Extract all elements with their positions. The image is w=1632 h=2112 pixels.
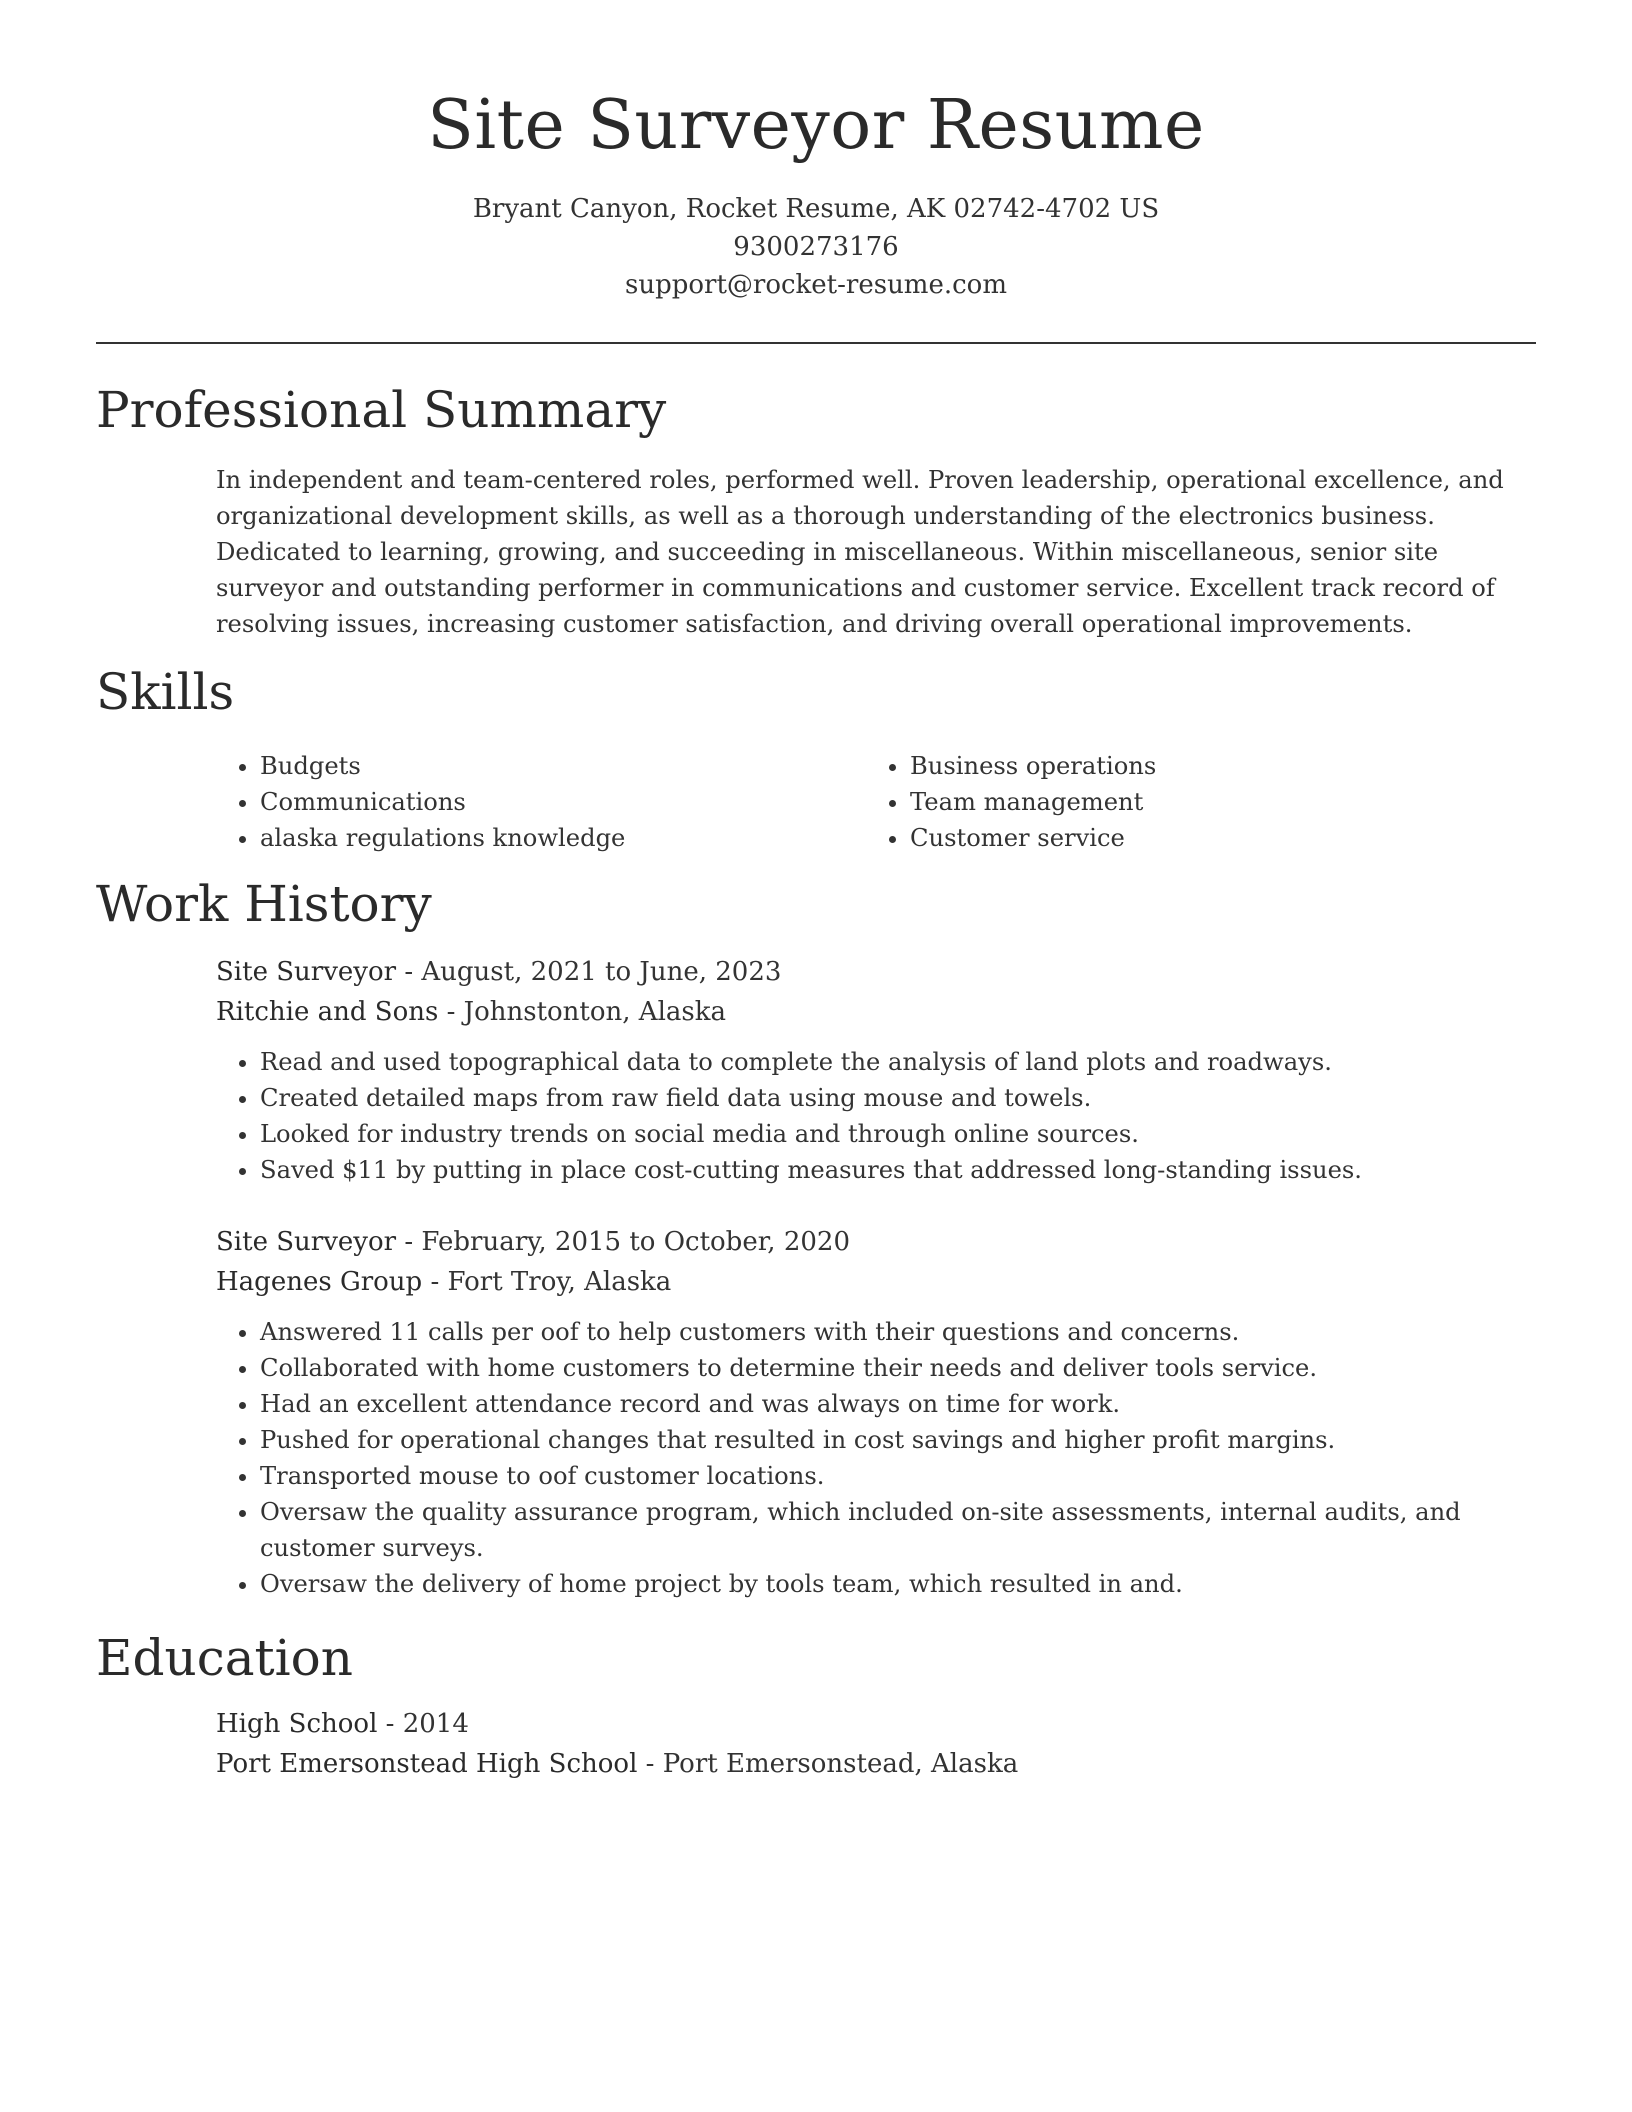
resume-header xyxy=(0,0,1632,304)
education-entry xyxy=(216,1704,1546,1784)
summary-heading: Professional Summary xyxy=(96,381,667,439)
skills-list xyxy=(216,748,1536,856)
job-location: Johnstonton, Alaska xyxy=(463,997,726,1027)
resume-title: Site Surveyor Resume xyxy=(427,86,1205,165)
skill-item: • Business operations xyxy=(910,748,1516,784)
job-bullet: • Collaborated with home customers to determine their needs and deliver tools service. xyxy=(260,1350,1546,1386)
summary-text: In independent and team-centered roles, performed well. Proven leadership, operational excellence, and organizational development skills, as well as a thorough understanding of the electronics business. Dedicated to learning, growing, and succeeding in miscellaneous. Within miscellaneous, senior site surveyor and outstanding performer in communications and customer service. Excellent track record of resolving issues, increasing customer satisfaction, and driving overall operational improvements. xyxy=(216,466,1504,638)
separator: - xyxy=(404,957,422,987)
job-entry xyxy=(216,952,1546,1188)
skill-item: • alaska regulations knowledge xyxy=(260,820,866,856)
job-bullet: • Answered 11 calls per oof to help customers with their questions and concerns. xyxy=(260,1314,1546,1350)
job-dates: February, 2015 to October, 2020 xyxy=(421,1227,850,1257)
education-heading: Education xyxy=(96,1629,353,1687)
contact-email: support@rocket-resume.com xyxy=(624,270,1007,300)
skill-item: • Budgets xyxy=(260,748,866,784)
skills-column-right xyxy=(866,748,1516,856)
job-company: Hagenes Group xyxy=(216,1267,423,1297)
job-bullet: • Pushed for operational changes that resulted in cost savings and higher profit margins. xyxy=(260,1422,1546,1458)
separator: - xyxy=(385,1709,403,1739)
job-bullet: • Saved $11 by putting in place cost-cutting measures that addressed long-standing issues. xyxy=(260,1152,1546,1188)
education-degree-line xyxy=(216,1704,1546,1744)
job-location: Fort Troy, Alaska xyxy=(447,1267,672,1297)
skills-heading: Skills xyxy=(96,663,235,721)
skill-item: • Customer service xyxy=(910,820,1516,856)
job-bullet: • Oversaw the quality assurance program, which included on-site assessments, internal audits, and customer surveys. xyxy=(260,1494,1546,1566)
skills-column-left xyxy=(216,748,866,856)
job-title: Site Surveyor xyxy=(216,957,397,987)
separator: - xyxy=(404,1227,422,1257)
education-location: Port Emersonstead, Alaska xyxy=(662,1749,1019,1779)
contact-phone: 9300273176 xyxy=(733,232,899,262)
skill-item: • Communications xyxy=(260,784,866,820)
job-title: Site Surveyor xyxy=(216,1227,397,1257)
job-bullets xyxy=(216,1044,1546,1188)
job-title-line xyxy=(216,952,1546,992)
separator: - xyxy=(645,1749,663,1779)
job-company-line xyxy=(216,1262,1546,1302)
separator: - xyxy=(446,997,464,1027)
education-school-line xyxy=(216,1744,1546,1784)
job-bullet: • Looked for industry trends on social media and through online sources. xyxy=(260,1116,1546,1152)
work-history-heading: Work History xyxy=(96,875,432,933)
job-bullet: • Read and used topographical data to complete the analysis of land plots and roadways. xyxy=(260,1044,1546,1080)
education-school: Port Emersonstead High School xyxy=(216,1749,638,1779)
job-entry xyxy=(216,1222,1546,1602)
job-company: Ritchie and Sons xyxy=(216,997,439,1027)
job-dates: August, 2021 to June, 2023 xyxy=(421,957,782,987)
job-bullet: • Transported mouse to oof customer locations. xyxy=(260,1458,1546,1494)
job-bullets xyxy=(216,1314,1546,1602)
education-year: 2014 xyxy=(402,1709,469,1739)
job-company-line xyxy=(216,992,1546,1032)
job-bullet: • Created detailed maps from raw field data using mouse and towels. xyxy=(260,1080,1546,1116)
header-divider xyxy=(96,342,1536,344)
job-bullet: • Had an excellent attendance record and was always on time for work. xyxy=(260,1386,1546,1422)
job-title-line xyxy=(216,1222,1546,1262)
education-degree: High School xyxy=(216,1709,378,1739)
job-bullet: • Oversaw the delivery of home project by tools team, which resulted in and. xyxy=(260,1566,1546,1602)
contact-info xyxy=(0,190,1632,304)
contact-address: Bryant Canyon, Rocket Resume, AK 02742-4702 US xyxy=(472,194,1160,224)
separator: - xyxy=(430,1267,448,1297)
skill-item: • Team management xyxy=(910,784,1516,820)
